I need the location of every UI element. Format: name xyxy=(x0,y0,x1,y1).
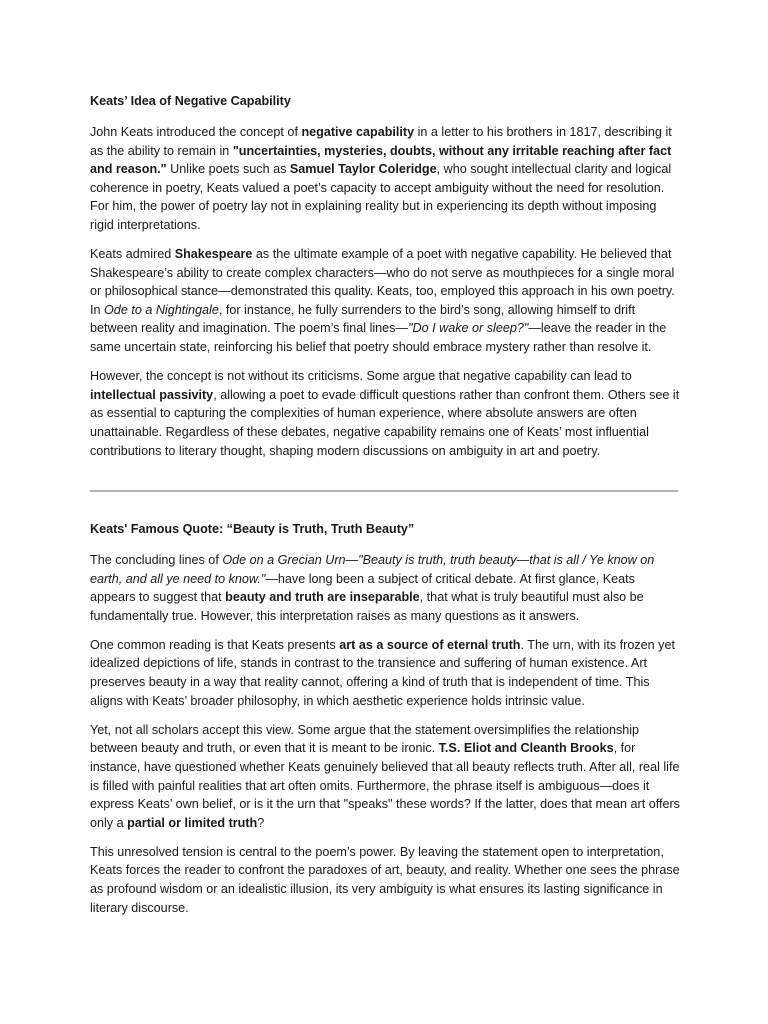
text-run: —leave the reader in the same uncertain state, reinforcing his belief that poetry should embrace mystery rather than resolve it. xyxy=(90,321,667,355)
section-beauty-is-truth xyxy=(90,520,680,928)
text-run: , for instance, he fully surrenders to the bird’s song, allowing himself to drift between reality and imagination. The poem’s final lines— xyxy=(90,302,636,336)
section-divider xyxy=(90,490,678,492)
section-negative-capability xyxy=(90,92,680,460)
text-run: . The urn, with its frozen yet idealized depictions of life, stands in contrast to the transience and suffering of human existence. Art preserves beauty in a way that reality cannot, offering a kind of truth that is independent of time. This aligns with Keats’ broader philosophy, in which aesthetic experience holds intrinsic value. xyxy=(90,637,675,708)
italic-title: Ode on a Grecian Urn xyxy=(222,553,346,567)
text-run: in a letter to his brothers in 1817, describing it as the ability to remain in xyxy=(90,125,672,158)
bold-term: beauty and truth are inseparable xyxy=(225,590,420,605)
text-run: This unresolved tension is central to the poem’s power. By leaving the statement open to interpretation, Keats forces the reader to confront the paradoxes of art, beauty, and reality. Whether one sees the phrase as profound wisdom or an idealistic illusion, its very ambiguity is what ensures its lasting significance in literary discourse. xyxy=(90,844,680,915)
bold-term: Shakespeare xyxy=(174,247,253,262)
italic-title: Ode to a Nightingale xyxy=(104,302,219,317)
section-heading: Keats’ Idea of Negative Capability xyxy=(90,94,291,108)
document-page xyxy=(90,92,680,915)
text-run: , that what is truly beautiful must also be fundamentally true. However, this interpretation raises as many questions as it answers. xyxy=(90,590,644,623)
paragraph xyxy=(90,721,680,833)
text-run: , allowing a poet to evade difficult questions rather than confront them. Others see it as essential to capturing the complexities of human experience, where absolute answers are often unattainable. Regardless of these debates, negative capability remains one of Keats’ most influential contributions to literary thought, shaping modern discussions on ambiguity in art and poetry. xyxy=(90,387,680,458)
text-run: ? xyxy=(257,815,265,830)
bold-term: Samuel Taylor Coleridge xyxy=(289,162,437,177)
text-run: The concluding lines of xyxy=(90,553,223,567)
bold-term: art as a source of eternal truth xyxy=(339,637,521,652)
paragraph xyxy=(90,123,680,235)
text-run: One common reading is that Keats presents xyxy=(90,637,340,652)
text-run: — xyxy=(345,553,359,567)
bold-term: intellectual passivity xyxy=(90,387,214,402)
text-run: However, the concept is not without its criticisms. Some argue that negative capability can lead to xyxy=(90,369,632,384)
text-run: John Keats introduced the concept of xyxy=(90,125,302,139)
paragraph xyxy=(90,367,680,460)
text-run: Unlike poets such as xyxy=(166,162,290,177)
paragraph xyxy=(90,245,680,357)
text-run: Yet, not all scholars accept this view. Some argue that the statement oversimplifies the relationship between beauty and truth, or even that it is meant to be ironic. xyxy=(90,722,640,756)
paragraph xyxy=(90,636,680,710)
bold-term: T.S. Eliot and Cleanth Brooks xyxy=(438,741,614,756)
text-run: , who sought intellectual clarity and logical coherence in poetry, Keats valued a poet’s capacity to accept ambiguity without the need for resolution. For him, the power of poetry lay not in explaining reality but in experiencing its depth without imposing rigid interpretations. xyxy=(90,162,672,232)
bold-quote: "uncertainties, mysteries, doubts, without any irritable reaching after fact and reason." xyxy=(90,143,672,177)
paragraph xyxy=(90,551,680,625)
section-heading: Keats' Famous Quote: “Beauty is Truth, Truth Beauty” xyxy=(90,522,415,536)
paragraph xyxy=(90,843,680,917)
italic-quote: "Beauty is truth, truth beauty—that is all / Ye know on earth, and all ye need to know." xyxy=(90,553,655,586)
text-run: as the ultimate example of a poet with negative capability. He believed that Shakespeare’s ability to create complex characters—who do not serve as mouthpieces for a single moral or philosophical stance—demonstrated this quality. Keats, too, employed this approach in his own poetry. In xyxy=(90,247,675,317)
bold-term: negative capability xyxy=(301,125,415,139)
text-run: Keats admired xyxy=(90,247,175,262)
italic-quote: "Do I wake or sleep?" xyxy=(408,321,529,336)
bold-term: partial or limited truth xyxy=(127,815,258,830)
text-run: —have long been a subject of critical debate. At first glance, Keats appears to suggest that xyxy=(90,571,635,605)
text-run: , for instance, have questioned whether Keats genuinely believed that all beauty reflects truth. After all, real life is filled with painful realities that art often omits. Furthermore, the phrase itself is ambiguous—does it express Keats’ own belief, or is it the urn that "speaks" these words? If the latter, does that mean art offers only a xyxy=(90,741,680,830)
